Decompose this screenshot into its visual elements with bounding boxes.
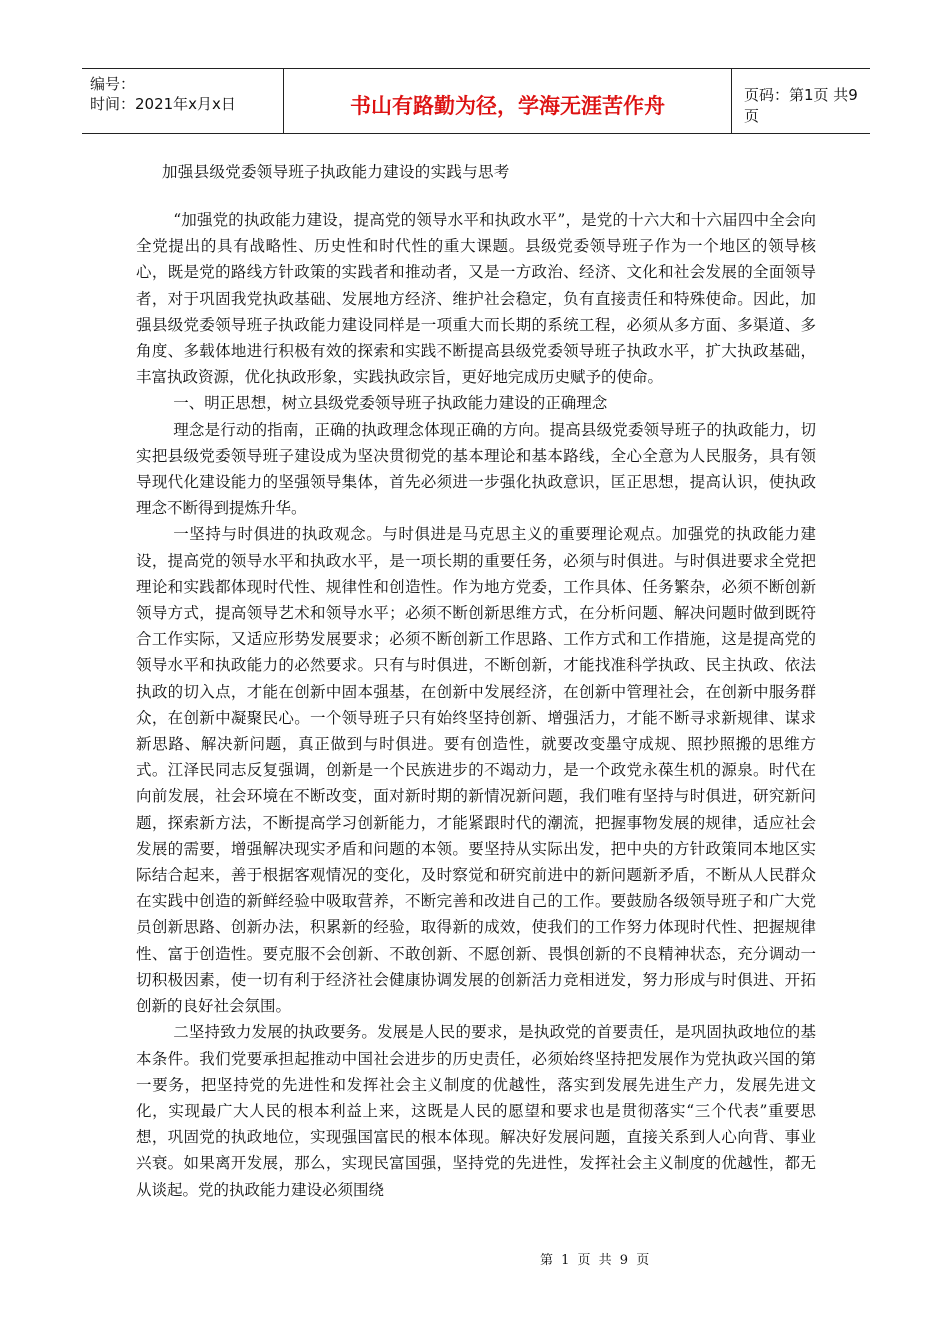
body-paragraph: 二坚持致力发展的执政要务。发展是人民的要求，是执政党的首要责任，是巩固执政地位的基本条件。我们党要承担起推动中国社会进步的历史责任，必须始终坚持把发展作为党执政兴国的第一要务，把坚持党的先进性和发挥社会主义制度的优越性，落实到发展先进生产力，发展先进文化，实现最广大人民的根本利益上来，这既是人民的愿望和要求也是贯彻落实“三个代表”重要思想，巩固党的执政地位，实现强国富民的根本体现。解决好发展问题，直接关系到人心向背、事业兴衰。如果离开发展，那么，实现民富国强，坚持党的先进性，发挥社会主义制度的优越性，都无从谈起。党的执政能力建设必须围绕: [136, 1023, 816, 1199]
page-footer: 第 1 页 共 9 页: [540, 1253, 652, 1268]
document-date-label: 时间：2021年x月x日: [90, 95, 236, 113]
page-header: [82, 68, 870, 134]
header-motto: 书山有路勤为径，学海无涯苦作舟: [284, 69, 732, 133]
body-paragraph: “加强党的执政能力建设，提高党的领导水平和执政水平”，是党的十六大和十六届四中全会向全党提出的具有战略性、历史性和时代性的重大课题。县级党委领导班子作为一个地区的领导核心，既是党的路线方针政策的实践者和推动者，又是一方政治、经济、文化和社会发展的全面领导者，对于巩固我党执政基础、发展地方经济、维护社会稳定，负有直接责任和特殊使命。因此，加强县级党委领导班子执政能力建设同样是一项重大而长期的系统工程，必须从多方面、多渠道、多角度、多载体地进行积极有效的探索和实践不断提高县级党委领导班子执政水平，扩大执政基础，丰富执政资源，优化执政形象，实践执政宗旨，更好地完成历史赋予的使命。: [136, 211, 816, 387]
body-paragraph: 一坚持与时俱进的执政观念。与时俱进是马克思主义的重要理论观点。加强党的执政能力建设，提高党的领导水平和执政水平，是一项长期的重要任务，必须与时俱进。与时俱进要求全党把理论和实践都体现时代性、规律性和创造性。作为地方党委，工作具体、任务繁杂，必须不断创新领导方式，提高领导艺术和领导水平；必须不断创新思维方式，在分析问题、解决问题时做到既符合工作实际，又适应形势发展要求；必须不断创新工作思路、工作方式和工作措施，这是提高党的领导水平和执政能力的必然要求。只有与时俱进，不断创新，才能找准科学执政、民主执政、依法执政的切入点，才能在创新中固本强基，在创新中发展经济，在创新中管理社会，在创新中服务群众，在创新中凝聚民心。一个领导班子只有始终坚持创新、增强活力，才能不断寻求新规律、谋求新思路、解决新问题，真正做到与时俱进。要有创造性，就要改变墨守成规、照抄照搬的思维方式。江泽民同志反复强调，创新是一个民族进步的不竭动力，是一个政党永葆生机的源泉。时代在向前发展，社会环境在不断改变，面对新时期的新情况新问题，我们唯有坚持与时俱进，研究新问题，探索新方法，不断提高学习创新能力，才能紧跟时代的潮流，把握事物发展的规律，适应社会发展的需要，增强解决现实矛盾和问题的本领。要坚持从实际出发，把中央的方针政策同本地区实际结合起来，善于根据客观情况的变化，及时察觉和研究前进中的新问题新矛盾，不断从人民群众在实践中创造的新鲜经验中吸取营养，不断完善和改进自己的工作。要鼓励各级领导班子和广大党员创新思路、创新办法，积累新的经验，取得新的成效，使我们的工作努力体现时代性、把握规律性、富于创造性。要克服不会创新、不敢创新、不愿创新、畏惧创新的不良精神状态，充分调动一切积极因素，使一切有利于经济社会健康协调发展的创新活力竞相迸发，努力形成与时俱进、开拓创新的良好社会氛围。: [136, 525, 816, 1016]
body-paragraph: 理念是行动的指南，正确的执政理念体现正确的方向。提高县级党委领导班子的执政能力，切实把县级党委领导班子建设成为坚决贯彻党的基本理论和基本路线，全心全意为人民服务，具有领导现代化建设能力的坚强领导集体，首先必须进一步强化执政意识，匡正思想，提高认识，使执政理念不断得到提炼升华。: [136, 420, 816, 518]
document-body: [136, 207, 816, 1203]
document-title: 加强县级党委领导班子执政能力建设的实践与思考: [162, 163, 510, 181]
header-page-info: 页码：第1页 共9页: [744, 86, 858, 125]
document-number-label: 编号：: [90, 75, 136, 93]
header-meta: [82, 69, 284, 133]
section-heading: 一、明正思想，树立县级党委领导班子执政能力建设的正确理念: [173, 394, 608, 413]
